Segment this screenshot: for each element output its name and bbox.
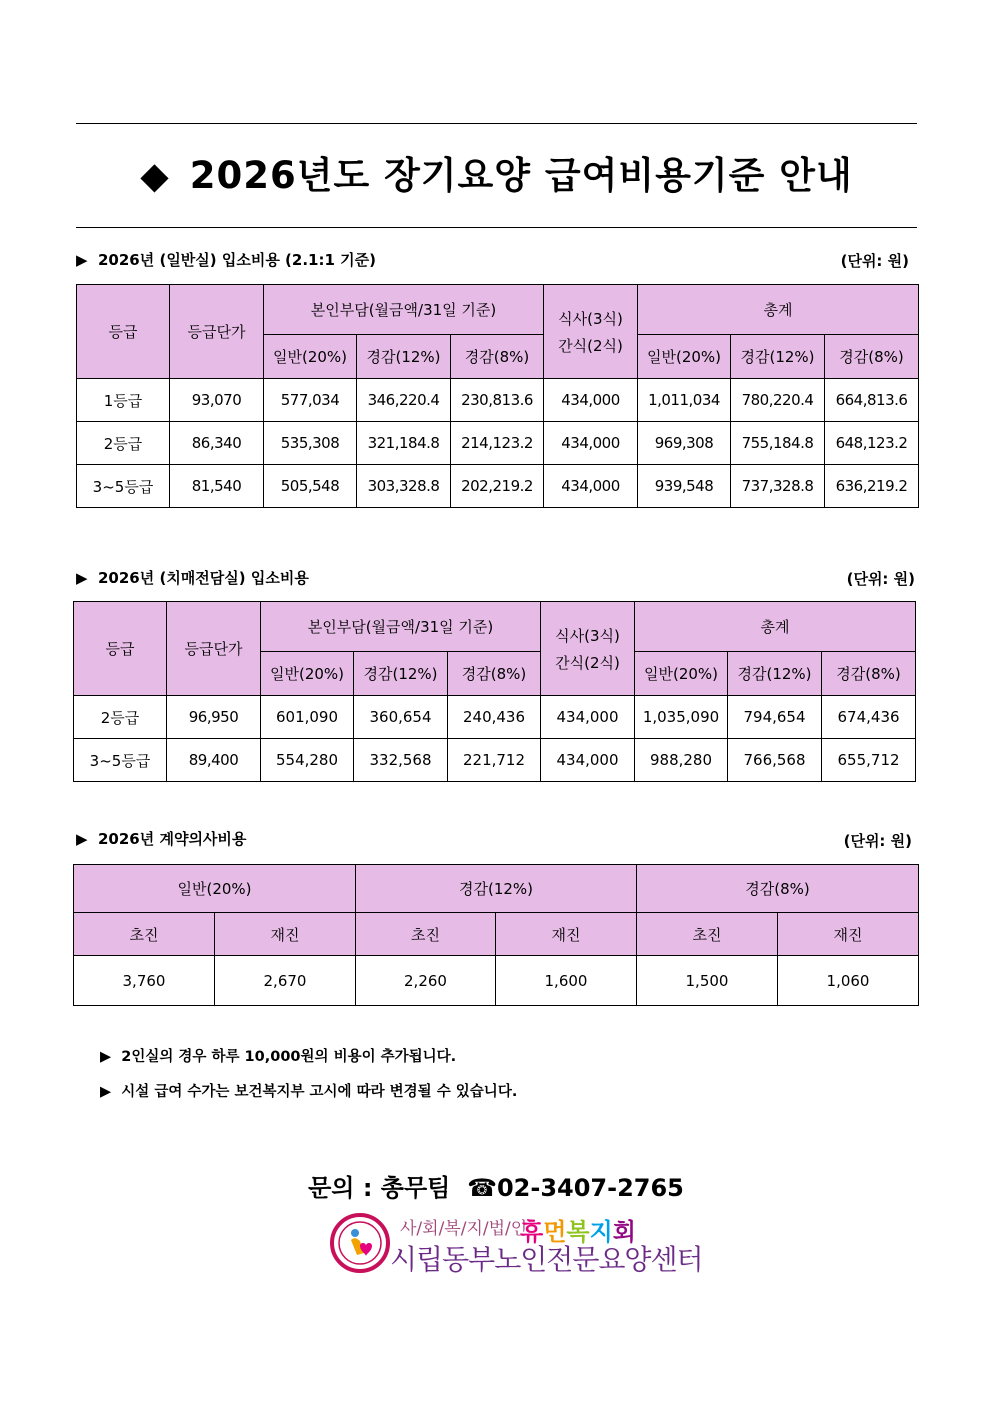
header-total-general: 일반(20%) <box>638 335 731 379</box>
diamond-icon: ◆ <box>140 154 170 197</box>
logo-name: 휴먼복지회 <box>520 1218 636 1246</box>
title-bottom-rule <box>76 227 917 228</box>
header-reduced-12: 경감(12%) <box>356 865 637 913</box>
header-revisit: 재진 <box>778 913 919 956</box>
header-total: 총계 <box>638 285 919 335</box>
header-reduced-8: 경감(8%) <box>637 865 919 913</box>
header-first-visit: 초진 <box>356 913 496 956</box>
header-unit-price: 등급단가 <box>170 285 264 379</box>
unit-label: (단위: 원) <box>843 832 912 850</box>
section-heading-dementia-room: ▶ 2026년 (치매전담실) 입소비용 <box>76 569 309 587</box>
header-total-reduced-12: 경감(12%) <box>731 335 825 379</box>
header-first-visit: 초진 <box>74 913 215 956</box>
emblem-icon <box>330 1213 390 1273</box>
note-double-room: ▶ 2인실의 경우 하루 10,000원의 비용이 추가됩니다. <box>100 1049 457 1065</box>
header-meal: 식사(3식) 간식(2식) <box>544 285 638 379</box>
header-self-pay: 본인부담(월금액/31일 기준) <box>261 602 541 652</box>
bullet-icon: ▶ <box>100 1084 112 1100</box>
section-heading-general-room: ▶ 2026년 (일반실) 입소비용 (2.1:1 기준) <box>76 251 376 269</box>
header-reduced-8: 경감(8%) <box>451 335 544 379</box>
unit-label: (단위: 원) <box>840 252 909 270</box>
page-title: ◆ 2026년도 장기요양 급여비용기준 안내 <box>140 154 853 197</box>
header-reduced-12: 경감(12%) <box>354 652 448 696</box>
bullet-icon: ▶ <box>100 1049 112 1065</box>
logo-subtitle: 사/회/복/지/법/인 <box>400 1219 528 1239</box>
header-general: 일반(20%) <box>264 335 357 379</box>
header-grade: 등급 <box>77 285 170 379</box>
header-meal: 식사(3식) 간식(2식) <box>541 602 635 696</box>
header-total-general: 일반(20%) <box>635 652 728 696</box>
table-row: 1등급 93,070 577,034 346,220.4 230,813.6 434,000 1,011,034 780,220.4 664,813.6 <box>77 379 919 422</box>
header-total-reduced-8: 경감(8%) <box>825 335 919 379</box>
header-revisit: 재진 <box>496 913 637 956</box>
bullet-icon: ▶ <box>76 569 88 587</box>
dementia-room-cost-table <box>73 601 916 782</box>
header-reduced-12: 경감(12%) <box>357 335 451 379</box>
unit-label: (단위: 원) <box>846 570 915 588</box>
header-reduced-8: 경감(8%) <box>448 652 541 696</box>
header-total: 총계 <box>635 602 916 652</box>
table-row: 3~5등급 89,400 554,280 332,568 221,712 434,000 988,280 766,568 655,712 <box>74 739 916 782</box>
contact-label: 문의 : 총무팀 <box>308 1174 451 1202</box>
header-total-reduced-12: 경감(12%) <box>728 652 822 696</box>
logo-main-name: 시립동부노인전문요양센터 <box>390 1243 703 1276</box>
header-revisit: 재진 <box>215 913 356 956</box>
header-grade: 등급 <box>74 602 167 696</box>
header-first-visit: 초진 <box>637 913 778 956</box>
contract-doctor-cost-table <box>73 864 919 1006</box>
table-row: 2등급 86,340 535,308 321,184.8 214,123.2 434,000 969,308 755,184.8 648,123.2 <box>77 422 919 465</box>
header-self-pay: 본인부담(월금액/31일 기준) <box>264 285 544 335</box>
header-general: 일반(20%) <box>261 652 354 696</box>
table-row: 3~5등급 81,540 505,548 303,328.8 202,219.2 434,000 939,548 737,328.8 636,219.2 <box>77 465 919 508</box>
contact-line <box>0 1168 992 1203</box>
header-total-reduced-8: 경감(8%) <box>822 652 916 696</box>
phone-icon: ☎ <box>467 1174 497 1202</box>
section-heading-contract-doctor: ▶ 2026년 계약의사비용 <box>76 830 247 848</box>
bullet-icon: ▶ <box>76 830 88 848</box>
header-general: 일반(20%) <box>74 865 356 913</box>
table-row: 2등급 96,950 601,090 360,654 240,436 434,000 1,035,090 794,654 674,436 <box>74 696 916 739</box>
top-rule <box>76 123 917 124</box>
phone-number: 02-3407-2765 <box>496 1174 684 1202</box>
bullet-icon: ▶ <box>76 251 88 269</box>
general-room-cost-table <box>76 284 919 508</box>
note-fee-change: ▶ 시설 급여 수가는 보건복지부 고시에 따라 변경될 수 있습니다. <box>100 1084 518 1100</box>
header-unit-price: 등급단가 <box>167 602 261 696</box>
table-row: 3,760 2,670 2,260 1,600 1,500 1,060 <box>74 956 919 1006</box>
organization-logo <box>330 1210 703 1276</box>
